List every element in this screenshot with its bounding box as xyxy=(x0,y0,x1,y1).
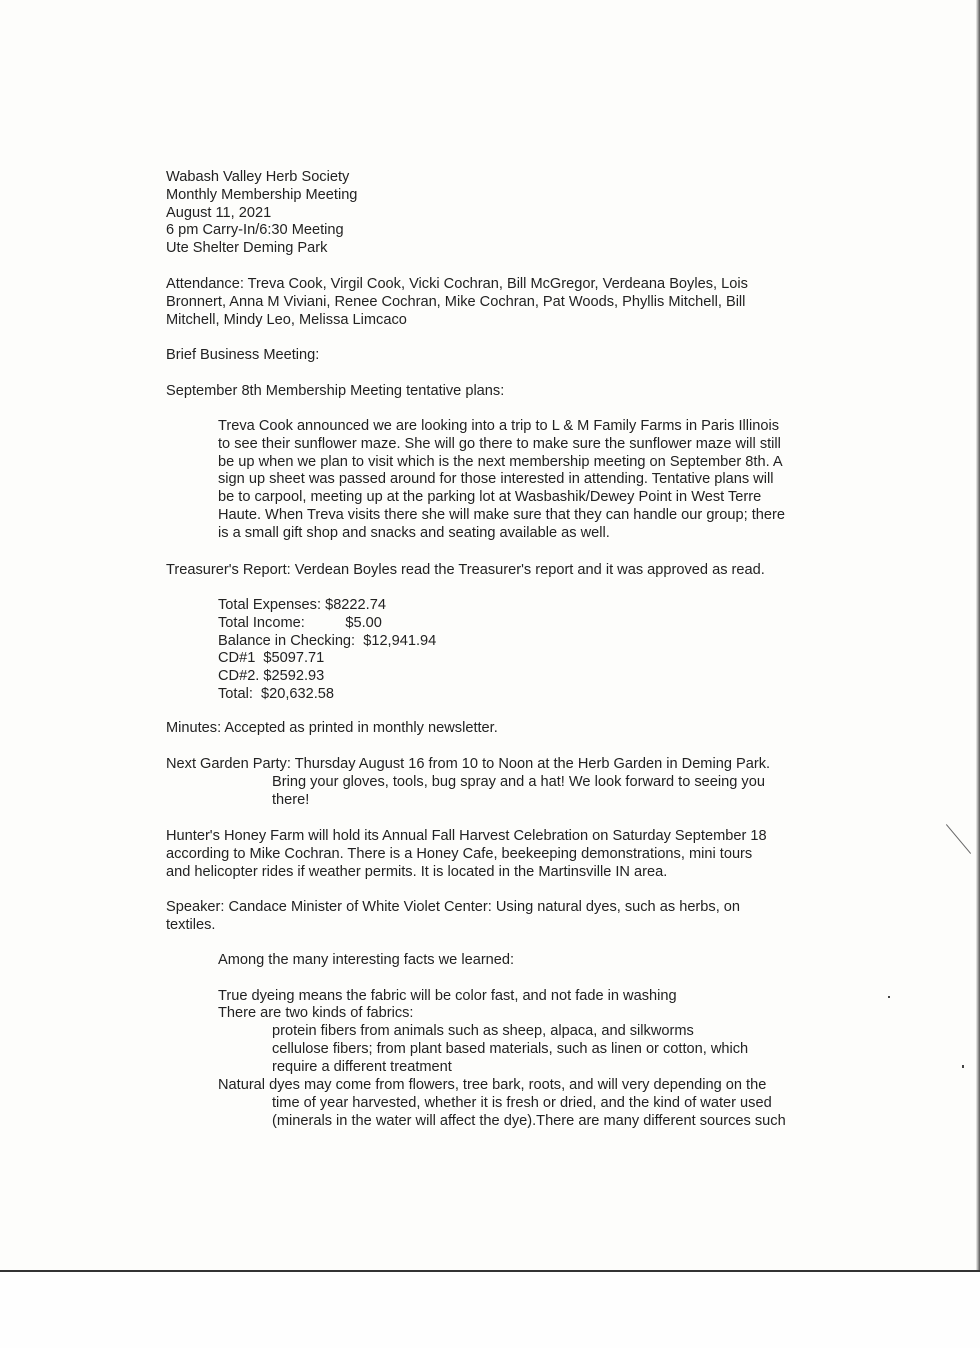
total-income: Total Income: $5.00 xyxy=(218,614,382,631)
fact-fabric-kinds: There are two kinds of fabrics: xyxy=(218,1005,414,1021)
attendance-line: Attendance: Treva Cook, Virgil Cook, Vicki Cochran, Bill McGregor, Verdeana Boyles, Lois xyxy=(166,276,748,292)
september-plans-paragraph xyxy=(218,418,785,543)
speaker-paragraph xyxy=(166,899,740,935)
financial-summary xyxy=(218,597,436,704)
meeting-time: 6 pm Carry-In/6:30 Meeting xyxy=(166,222,344,239)
scan-bottom-area xyxy=(0,1272,980,1348)
plans-line: Haute. When Treva visits there she will make sure that they can handle our group; there xyxy=(218,506,786,523)
total-expenses: Total Expenses: $8222.74 xyxy=(218,597,386,613)
plans-line: is a small gift shop and snacks and seating available as well. xyxy=(218,524,610,541)
cd-1: CD#1 $5097.71 xyxy=(218,650,325,667)
meeting-location: Ute Shelter Deming Park xyxy=(166,240,328,257)
honey-farm-line: according to Mike Cochran. There is a Honey Cafe, beekeeping demonstrations, mini tours xyxy=(166,845,753,862)
scan-dot xyxy=(962,1065,964,1068)
garden-party-detail-line: Bring your gloves, tools, bug spray and a hat! We look forward to seeing you xyxy=(272,774,765,790)
fact-color-fast: True dyeing means the fabric will be color fast, and not fade in washing xyxy=(218,988,677,1004)
cellulose-line: require a different treatment xyxy=(272,1058,452,1075)
plans-line: be to carpool, meeting up at the parking lot at Wasbashik/Dewey Point in West Terre xyxy=(218,489,762,506)
natural-dyes-continued xyxy=(272,1095,786,1131)
attendance-paragraph xyxy=(166,276,748,329)
minutes-line: Minutes: Accepted as printed in monthly newsletter. xyxy=(166,720,498,736)
cellulose-line: cellulose fibers; from plant based materials, such as linen or cotton, which xyxy=(272,1041,749,1057)
plans-line: Treva Cook announced we are looking into a trip to L & M Family Farms in Paris Illinois xyxy=(218,418,780,434)
treasurer-report: Treasurer's Report: Verdean Boyles read the Treasurer's report and it was approved as read. xyxy=(166,562,765,578)
scan-dot xyxy=(888,996,890,998)
garden-party-line: Next Garden Party: Thursday August 16 from 10 to Noon at the Herb Garden in Deming Park. xyxy=(166,756,771,772)
plans-line: be up when we plan to visit which is the next membership meeting on September 8th. A xyxy=(218,453,783,470)
fact-natural-dyes: Natural dyes may come from flowers, tree bark, roots, and will very depending on the xyxy=(218,1077,767,1093)
grand-total: Total: $20,632.58 xyxy=(218,685,335,702)
honey-farm-paragraph xyxy=(166,828,767,881)
honey-farm-line: Hunter's Honey Farm will hold its Annual Fall Harvest Celebration on Saturday September 18 xyxy=(166,828,767,844)
meeting-date: August 11, 2021 xyxy=(166,204,272,221)
speaker-line: Speaker: Candace Minister of White Violet Center: Using natural dyes, such as herbs, on xyxy=(166,899,741,915)
meeting-title: Monthly Membership Meeting xyxy=(166,186,358,203)
meeting-header xyxy=(166,169,357,258)
plans-line: sign up sheet was passed around for those interested in attending. Tentative plans will xyxy=(218,471,774,488)
attendance-line: Bronnert, Anna M Viviani, Renee Cochran, Mike Cochran, Pat Woods, Phyllis Mitchell, Bill xyxy=(166,293,746,310)
facts-intro: Among the many interesting facts we learned: xyxy=(218,952,515,968)
fabric-protein: protein fibers from animals such as sheep, alpaca, and silkworms xyxy=(272,1023,694,1039)
business-heading: Brief Business Meeting: xyxy=(166,347,320,363)
scan-right-edge xyxy=(976,0,980,1348)
speaker-line: textiles. xyxy=(166,916,216,933)
balance-checking: Balance in Checking: $12,941.94 xyxy=(218,632,437,649)
garden-party-details xyxy=(272,774,765,810)
cd-2: CD#2. $2592.93 xyxy=(218,668,325,685)
natural-dyes-line: (minerals in the water will affect the dye).There are many different sources such xyxy=(272,1112,786,1129)
scan-stray-mark xyxy=(946,824,971,854)
september-plans-heading: September 8th Membership Meeting tentative plans: xyxy=(166,383,505,399)
garden-party-detail-line: there! xyxy=(272,791,310,808)
org-name: Wabash Valley Herb Society xyxy=(166,169,350,185)
natural-dyes-line: time of year harvested, whether it is fresh or dried, and the kind of water used xyxy=(272,1095,772,1111)
attendance-line: Mitchell, Mindy Leo, Melissa Limcaco xyxy=(166,311,407,328)
honey-farm-line: and helicopter rides if weather permits. It is located in the Martinsville IN area. xyxy=(166,863,668,880)
fabric-cellulose xyxy=(272,1041,748,1077)
plans-line: to see their sunflower maze. She will go there to make sure the sunflower maze will still xyxy=(218,435,781,452)
